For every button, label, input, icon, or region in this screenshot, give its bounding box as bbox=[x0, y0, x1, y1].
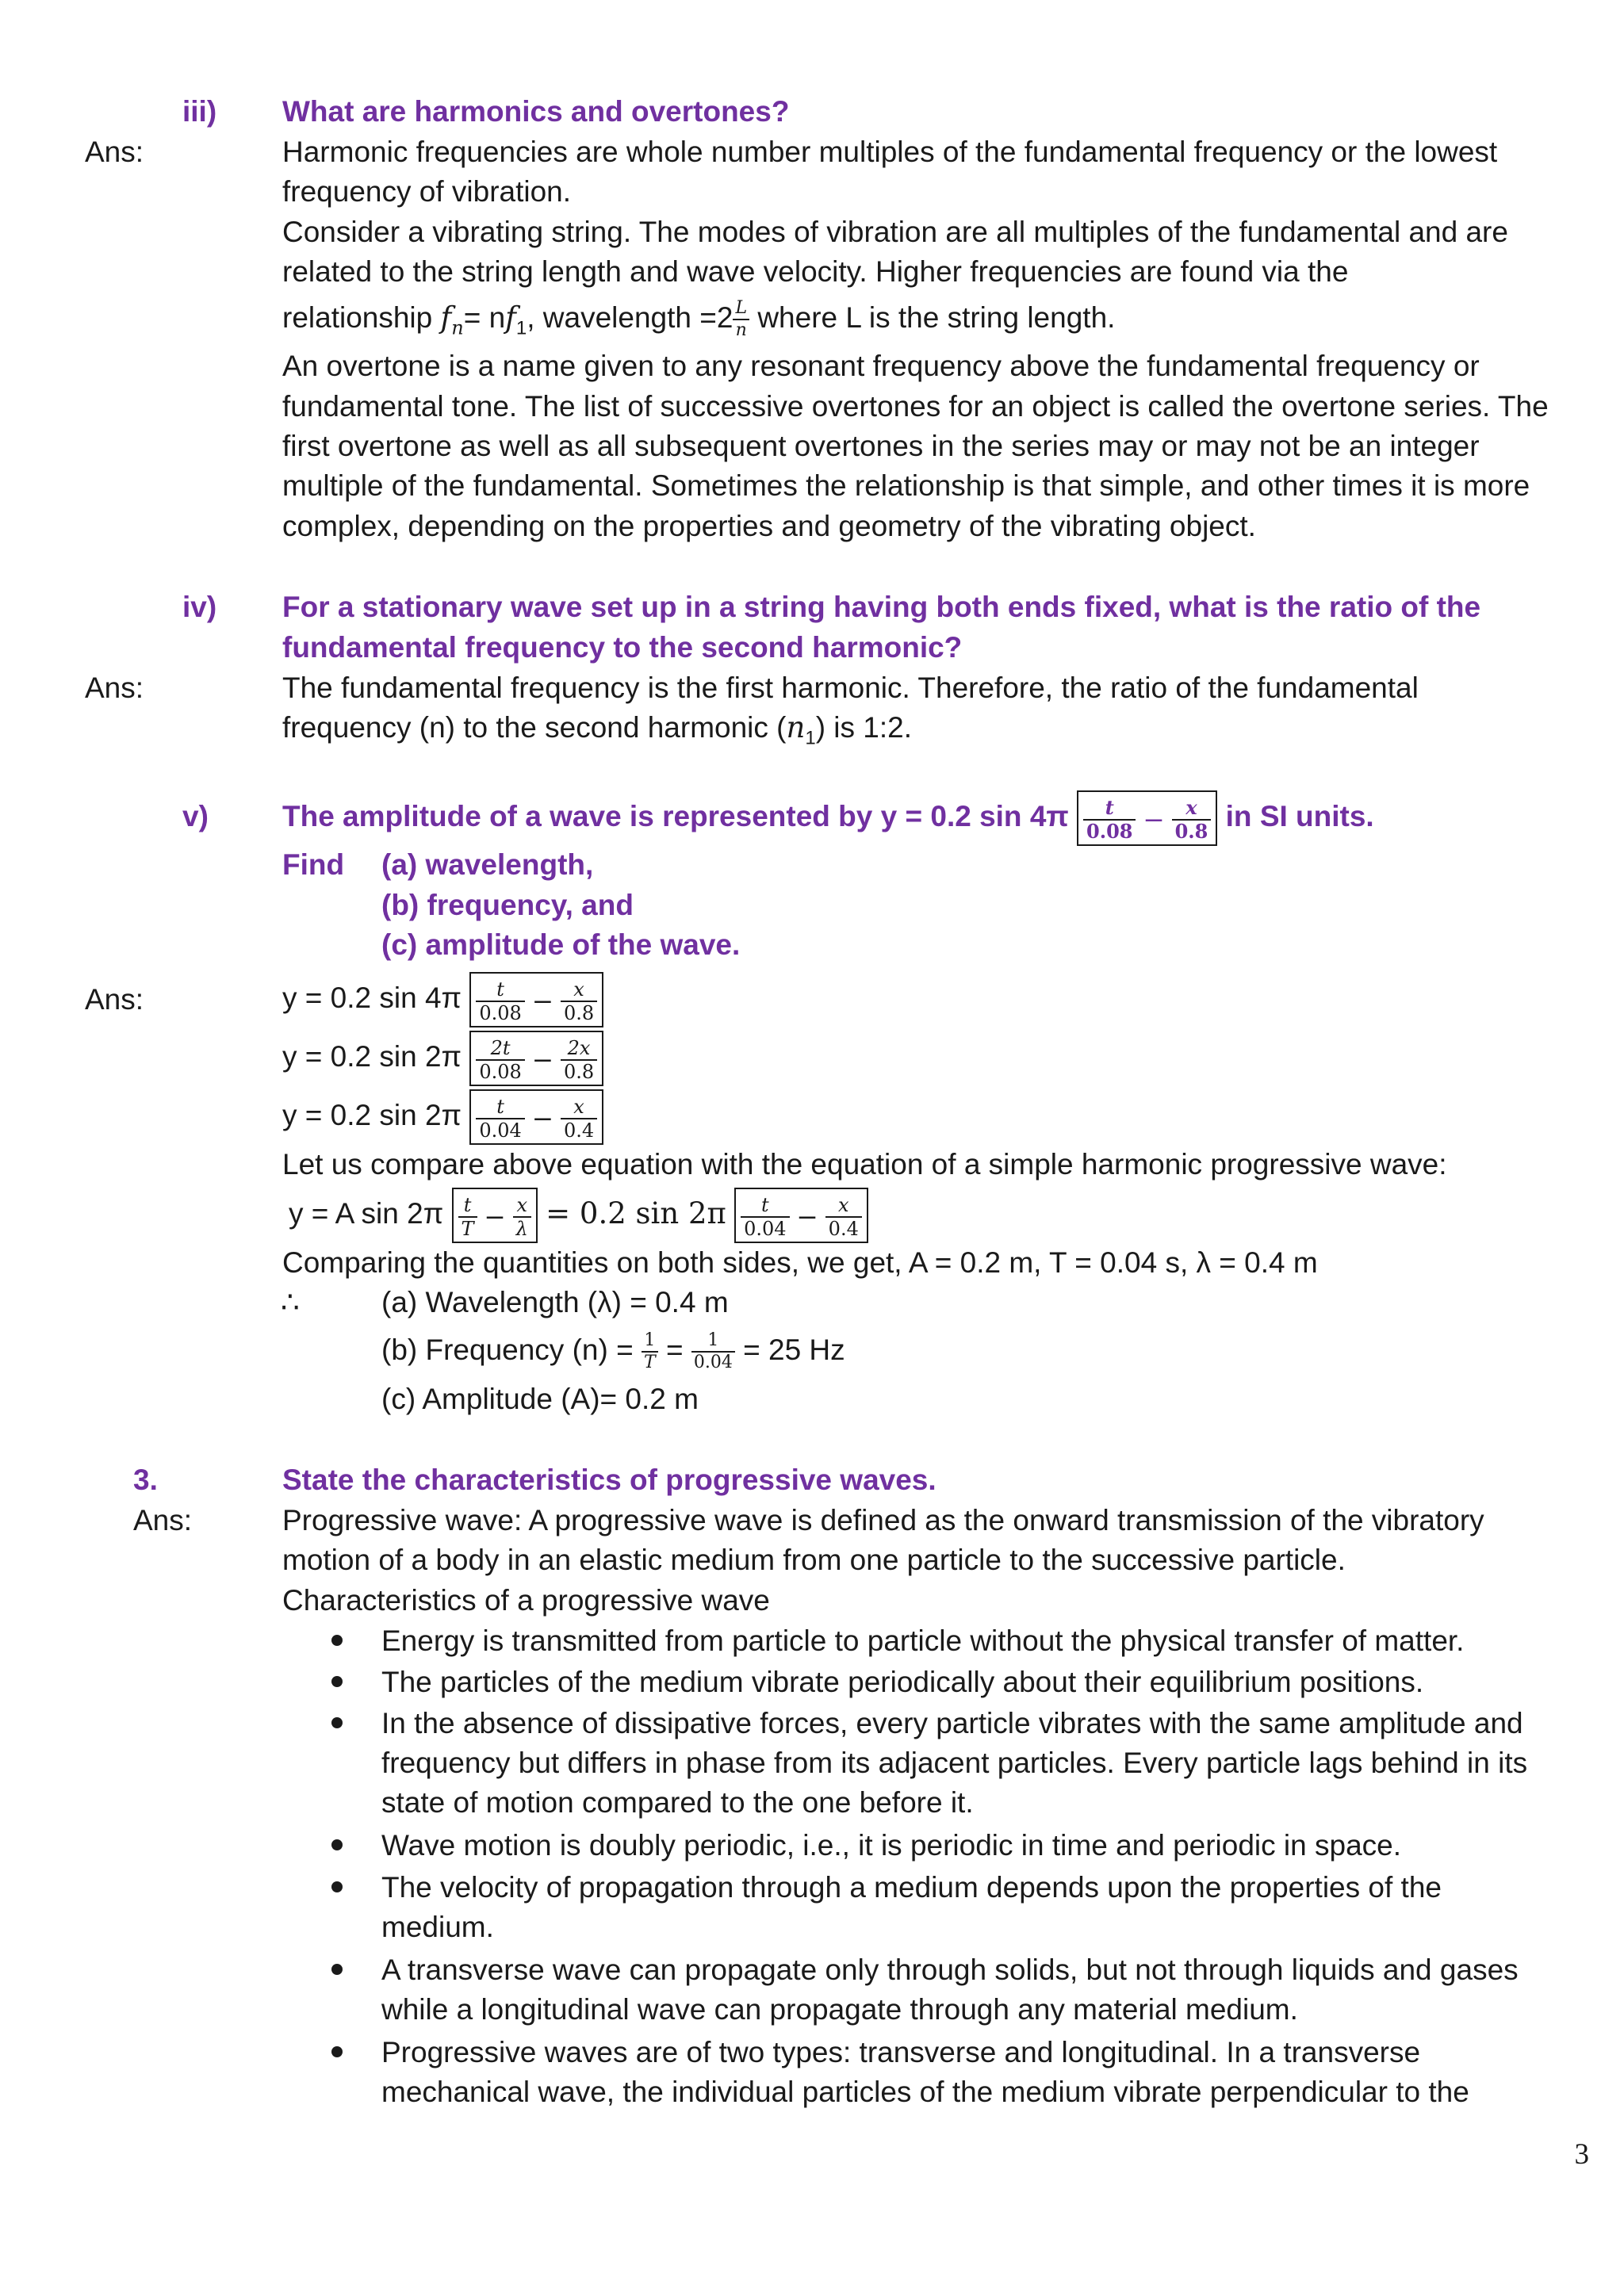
answer-text: Comparing the quantities on both sides, we get, A = 0.2 m, T = 0.04 s, λ = 0.4 m bbox=[282, 1246, 1318, 1279]
fraction bbox=[1083, 797, 1136, 843]
text: = n bbox=[463, 301, 506, 334]
result-line bbox=[381, 1322, 845, 1378]
bracket-expression: $\frac{t}{0.08}$ – $\frac{x}{0.8}$ bbox=[469, 972, 603, 1027]
list-item: medium. bbox=[381, 1911, 494, 1943]
list-item: state of motion compared to the one before it. bbox=[381, 1786, 974, 1819]
numerator: t bbox=[476, 1096, 524, 1119]
denominator: 0.4 bbox=[828, 1218, 859, 1241]
text: y = 0.2 sin 4π bbox=[282, 982, 462, 1014]
fraction bbox=[561, 1037, 597, 1083]
answer-text: Consider a vibrating string. The modes of vibration are all multiples of the fundamental and are bbox=[282, 216, 1508, 248]
denominator: 0.04 bbox=[744, 1218, 787, 1241]
find-label: Find bbox=[282, 848, 345, 881]
answer-label: Ans: bbox=[85, 983, 144, 1016]
denominator: 0.08 bbox=[479, 1061, 522, 1084]
question-heading bbox=[282, 788, 1374, 845]
text: y = A sin 2π bbox=[289, 1197, 444, 1230]
list-item: The velocity of propagation through a medium depends upon the properties of the bbox=[381, 1871, 1442, 1904]
fraction bbox=[1172, 797, 1212, 843]
answer-text: fundamental tone. The list of successive overtones for an object is called the overtone series. The bbox=[282, 390, 1549, 423]
question-number: iii) bbox=[182, 95, 217, 128]
numerator: x bbox=[561, 978, 597, 1002]
text: where L is the string length. bbox=[749, 301, 1116, 334]
answer-text: first overtone as well as all subsequent overtones in the series may or may not be an integer bbox=[282, 430, 1480, 462]
text: y = 0.2 sin 2π bbox=[282, 1040, 462, 1073]
fraction bbox=[733, 298, 749, 341]
answer-text: Let us compare above equation with the equation of a simple harmonic progressive wave: bbox=[282, 1148, 1447, 1181]
numerator: x bbox=[561, 1096, 597, 1119]
numerator: 2t bbox=[476, 1037, 524, 1061]
numerator: 1 bbox=[642, 1330, 658, 1353]
denominator: 0.04 bbox=[479, 1119, 522, 1142]
relationship-line bbox=[282, 298, 1115, 348]
answer-text: multiple of the fundamental. Sometimes the relationship is that simple, and other times it is more bbox=[282, 469, 1530, 502]
numerator: 1 bbox=[691, 1330, 735, 1353]
math-subscript: n bbox=[451, 316, 464, 339]
denominator: 0.8 bbox=[1174, 820, 1208, 844]
fraction bbox=[458, 1194, 477, 1240]
question-heading: fundamental frequency to the second harmonic? bbox=[282, 631, 963, 664]
numerator: x bbox=[1172, 797, 1212, 821]
answer-text: Harmonic frequencies are whole number multiples of the fundamental frequency or the lowest bbox=[282, 136, 1498, 168]
fraction bbox=[642, 1330, 658, 1373]
bullet-icon bbox=[331, 1717, 343, 1728]
bracket-expression: $\frac{t}{0.04}$ – $\frac{x}{0.4}$ bbox=[734, 1188, 868, 1243]
page-number: 3 bbox=[1574, 2138, 1589, 2171]
bracket-expression: $\frac{2t}{0.08}$ – $\frac{2x}{0.8}$ bbox=[469, 1031, 603, 1086]
list-item: Wave motion is doubly periodic, i.e., it is periodic in time and periodic in space. bbox=[381, 1829, 1402, 1862]
question-number: v) bbox=[182, 800, 209, 832]
fraction bbox=[691, 1330, 735, 1373]
fraction bbox=[741, 1194, 789, 1240]
bullet-icon bbox=[331, 1635, 343, 1646]
denominator: λ bbox=[515, 1218, 528, 1241]
fraction bbox=[476, 1096, 524, 1142]
math-subscript: 1 bbox=[805, 727, 816, 749]
numerator: L bbox=[733, 298, 749, 320]
text: (b) Frequency (n) = bbox=[381, 1334, 634, 1366]
question-number: 3. bbox=[133, 1464, 158, 1496]
numerator: t bbox=[476, 978, 524, 1002]
fraction bbox=[561, 1096, 597, 1142]
equation bbox=[282, 1086, 603, 1145]
denominator: 0.08 bbox=[1086, 820, 1133, 844]
text: frequency (n) to the second harmonic ( bbox=[282, 711, 787, 744]
list-item: Progressive waves are of two types: transverse and longitudinal. In a transverse bbox=[381, 2036, 1421, 2068]
bullet-icon bbox=[331, 1881, 343, 1892]
bracket-expression bbox=[1077, 790, 1217, 846]
list-item: while a longitudinal wave can propagate through any material medium. bbox=[381, 1993, 1298, 2026]
list-item: In the absence of dissipative forces, every particle vibrates with the same amplitude and bbox=[381, 1707, 1523, 1739]
numerator: 2x bbox=[561, 1037, 597, 1061]
find-item: (a) wavelength, bbox=[381, 848, 594, 881]
denominator: 0.04 bbox=[693, 1353, 733, 1373]
text: y = 0.2 sin 2π bbox=[282, 1099, 462, 1131]
answer-text: frequency of vibration. bbox=[282, 175, 572, 208]
answer-text: The fundamental frequency is the first harmonic. Therefore, the ratio of the fundamental bbox=[282, 672, 1419, 704]
text: ) is 1:2. bbox=[815, 711, 913, 744]
numerator: t bbox=[1083, 797, 1136, 821]
text: in SI units. bbox=[1217, 800, 1374, 832]
list-item: The particles of the medium vibrate periodically about their equilibrium positions. bbox=[381, 1666, 1424, 1698]
answer-text: related to the string length and wave velocity. Higher frequencies are found via the bbox=[282, 255, 1349, 288]
bullet-icon bbox=[331, 2046, 343, 2057]
numerator: t bbox=[458, 1194, 477, 1218]
equation bbox=[282, 969, 603, 1027]
question-number: iv) bbox=[182, 591, 217, 623]
list-item: frequency but differs in phase from its adjacent particles. Every particle lags behind in its bbox=[381, 1747, 1528, 1779]
denominator: T bbox=[643, 1353, 656, 1373]
list-item: A transverse wave can propagate only through solids, but not through liquids and gases bbox=[381, 1954, 1519, 1986]
question-heading: What are harmonics and overtones? bbox=[282, 95, 790, 128]
denominator: 0.8 bbox=[563, 1061, 595, 1084]
question-heading: State the characteristics of progressive waves. bbox=[282, 1464, 936, 1496]
text: = 0.2 sin 2π bbox=[546, 1196, 726, 1230]
fraction bbox=[476, 978, 524, 1024]
result-line: (a) Wavelength (λ) = 0.4 m bbox=[381, 1286, 729, 1318]
result-line: (c) Amplitude (A)= 0.2 m bbox=[381, 1383, 699, 1415]
find-item: (c) amplitude of the wave. bbox=[381, 928, 741, 961]
list-item: mechanical wave, the individual particles of the medium vibrate perpendicular to the bbox=[381, 2076, 1469, 2108]
answer-text: Progressive wave: A progressive wave is defined as the onward transmission of the vibratory bbox=[282, 1504, 1484, 1536]
list-item: Energy is transmitted from particle to particle without the physical transfer of matter. bbox=[381, 1624, 1465, 1657]
numerator: x bbox=[825, 1194, 862, 1218]
equation bbox=[282, 1027, 603, 1086]
find-item: (b) frequency, and bbox=[381, 889, 634, 921]
text: , wavelength =2 bbox=[527, 301, 733, 334]
fraction bbox=[513, 1194, 531, 1240]
math-symbol: f bbox=[505, 300, 516, 335]
denominator: 0.4 bbox=[563, 1119, 595, 1142]
bullet-icon bbox=[331, 1676, 343, 1687]
fraction bbox=[825, 1194, 862, 1240]
math-symbol: f bbox=[440, 300, 452, 335]
fraction bbox=[561, 978, 597, 1024]
bullet-icon bbox=[331, 1964, 343, 1975]
numerator: x bbox=[513, 1194, 531, 1218]
therefore-symbol: ∴ bbox=[281, 1286, 300, 1318]
text: = 25 Hz bbox=[743, 1334, 845, 1366]
denominator: n bbox=[735, 320, 747, 341]
minus-sign: – bbox=[1145, 802, 1162, 835]
answer-label: Ans: bbox=[133, 1504, 193, 1536]
denominator: 0.08 bbox=[479, 1002, 522, 1025]
text: The amplitude of a wave is represented by y = 0.2 sin 4π bbox=[282, 800, 1069, 832]
answer-text: Characteristics of a progressive wave bbox=[282, 1584, 770, 1617]
math-symbol: n bbox=[786, 710, 806, 744]
answer-text: complex, depending on the properties and geometry of the vibrating object. bbox=[282, 510, 1256, 542]
denominator: 0.8 bbox=[563, 1002, 595, 1025]
text: = bbox=[665, 1334, 684, 1366]
numerator: t bbox=[741, 1194, 789, 1218]
answer-text bbox=[282, 708, 912, 758]
question-heading: For a stationary wave set up in a string having both ends fixed, what is the ratio of the bbox=[282, 591, 1481, 623]
bracket-expression: $\frac{t}{0.04}$ – $\frac{x}{0.4}$ bbox=[469, 1089, 603, 1145]
answer-label: Ans: bbox=[85, 672, 144, 704]
answer-text: An overtone is a name given to any resonant frequency above the fundamental frequency or bbox=[282, 350, 1480, 382]
bullet-icon bbox=[331, 1839, 343, 1850]
answer-text: motion of a body in an elastic medium from one particle to the successive particle. bbox=[282, 1544, 1346, 1576]
denominator: T bbox=[461, 1218, 474, 1241]
math-subscript: 1 bbox=[515, 317, 527, 339]
text: relationship bbox=[282, 301, 441, 334]
fraction bbox=[476, 1037, 524, 1083]
bracket-expression: $\frac{t}{T}$ – $\frac{x}{\lambda}$ bbox=[452, 1188, 538, 1243]
answer-label: Ans: bbox=[85, 136, 144, 168]
equation bbox=[289, 1184, 868, 1243]
